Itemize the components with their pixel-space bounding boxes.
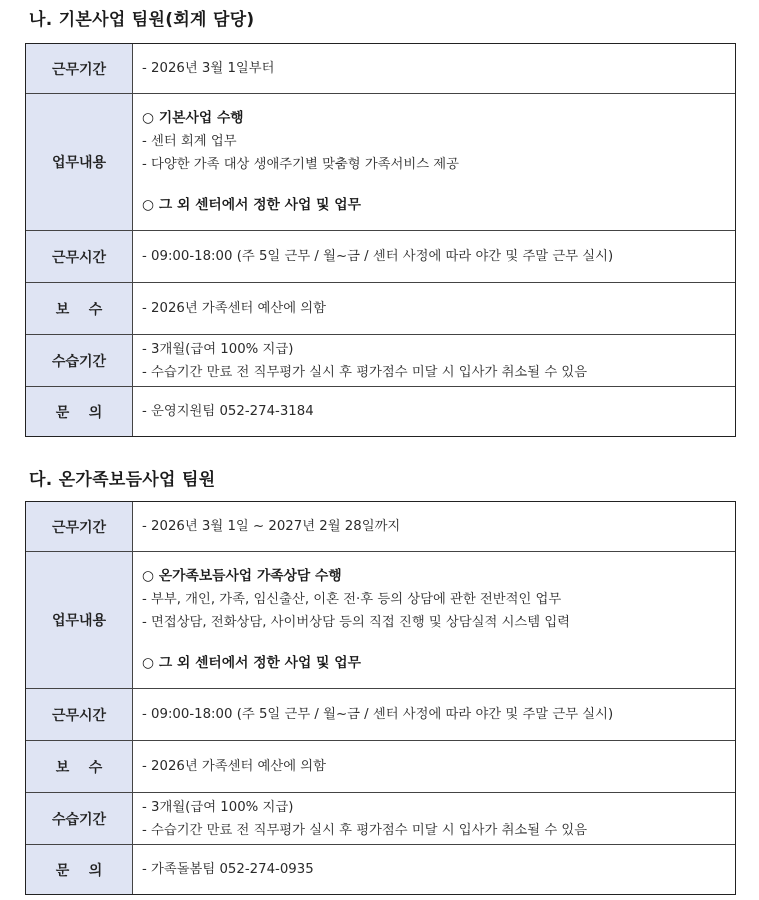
job-table-na (25, 43, 736, 437)
probation-line: - 수습기간 만료 전 직무평가 실시 후 평가점수 미달 시 입사가 취소될 수 있음 (142, 364, 588, 380)
row-work-hours (26, 230, 735, 282)
label-pay: 보 수 (26, 283, 133, 334)
duty-item: - 다양한 가족 대상 생애주기별 맞춤형 가족서비스 제공 (142, 157, 459, 172)
work-hours-text: - 09:00-18:00 (주 5일 근무 / 월~금 / 센터 사정에 따라 야간 및 주말 근무 실시) (142, 707, 614, 722)
label-probation: 수습기간 (26, 335, 133, 386)
pay-text: - 2026년 가족센터 예산에 의함 (142, 301, 326, 316)
value-work-hours (133, 231, 735, 282)
duty-spacer (142, 634, 735, 652)
value-work-period (133, 502, 735, 551)
duty-item: - 부부, 개인, 가족, 임신출산, 이혼 전·후 등의 상담에 관한 전반적인 업무 (142, 592, 562, 607)
probation-line: - 3개월(급여 100% 지급) (142, 799, 294, 815)
row-duties (26, 551, 735, 688)
row-pay (26, 740, 735, 792)
probation-line: - 3개월(급여 100% 지급) (142, 341, 294, 357)
label-work-period: 근무기간 (26, 44, 133, 93)
work-period-text: - 2026년 3월 1일부터 (142, 61, 275, 76)
work-period-text: - 2026년 3월 1일 ~ 2027년 2월 28일까지 (142, 519, 401, 534)
value-contact (133, 845, 735, 894)
row-pay (26, 282, 735, 334)
duty-item: - 면접상담, 전화상담, 사이버상담 등의 직접 진행 및 상담실적 시스템 입력 (142, 615, 571, 630)
row-contact (26, 844, 735, 894)
label-probation: 수습기간 (26, 793, 133, 844)
contact-text: - 가족돌봄팀 052-274-0935 (142, 862, 314, 877)
pay-text: - 2026년 가족센터 예산에 의함 (142, 759, 326, 774)
job-table-da (25, 501, 736, 895)
label-pay: 보 수 (26, 741, 133, 792)
value-work-period (133, 44, 735, 93)
value-duties (133, 552, 735, 688)
label-work-period: 근무기간 (26, 502, 133, 551)
label-work-hours: 근무시간 (26, 689, 133, 740)
section-title-na: 나. 기본사업 팀원(회계 담당) (29, 10, 255, 30)
duty-item: - 센터 회계 업무 (142, 134, 237, 149)
duty-heading-other: ○ 그 외 센터에서 정한 사업 및 업무 (142, 655, 361, 671)
row-work-period (26, 44, 735, 93)
label-contact: 문 의 (26, 845, 133, 894)
value-pay (133, 283, 735, 334)
row-probation (26, 792, 735, 844)
value-probation (133, 335, 735, 386)
value-probation (133, 793, 735, 844)
value-pay (133, 741, 735, 792)
label-duties: 업무내용 (26, 94, 133, 230)
row-duties (26, 93, 735, 230)
label-contact: 문 의 (26, 387, 133, 436)
duty-heading-main: ○ 온가족보듬사업 가족상담 수행 (142, 568, 342, 584)
duty-heading-main: ○ 기본사업 수행 (142, 110, 244, 126)
label-duties: 업무내용 (26, 552, 133, 688)
duty-spacer (142, 176, 735, 194)
duty-heading-other: ○ 그 외 센터에서 정한 사업 및 업무 (142, 197, 361, 213)
row-work-period (26, 502, 735, 551)
row-contact (26, 386, 735, 436)
value-duties (133, 94, 735, 230)
section-title-da: 다. 온가족보듬사업 팀원 (29, 470, 216, 490)
contact-text: - 운영지원팀 052-274-3184 (142, 404, 314, 419)
row-probation (26, 334, 735, 386)
value-work-hours (133, 689, 735, 740)
row-work-hours (26, 688, 735, 740)
label-work-hours: 근무시간 (26, 231, 133, 282)
work-hours-text: - 09:00-18:00 (주 5일 근무 / 월~금 / 센터 사정에 따라 야간 및 주말 근무 실시) (142, 249, 614, 264)
probation-line: - 수습기간 만료 전 직무평가 실시 후 평가점수 미달 시 입사가 취소될 수 있음 (142, 822, 588, 838)
value-contact (133, 387, 735, 436)
